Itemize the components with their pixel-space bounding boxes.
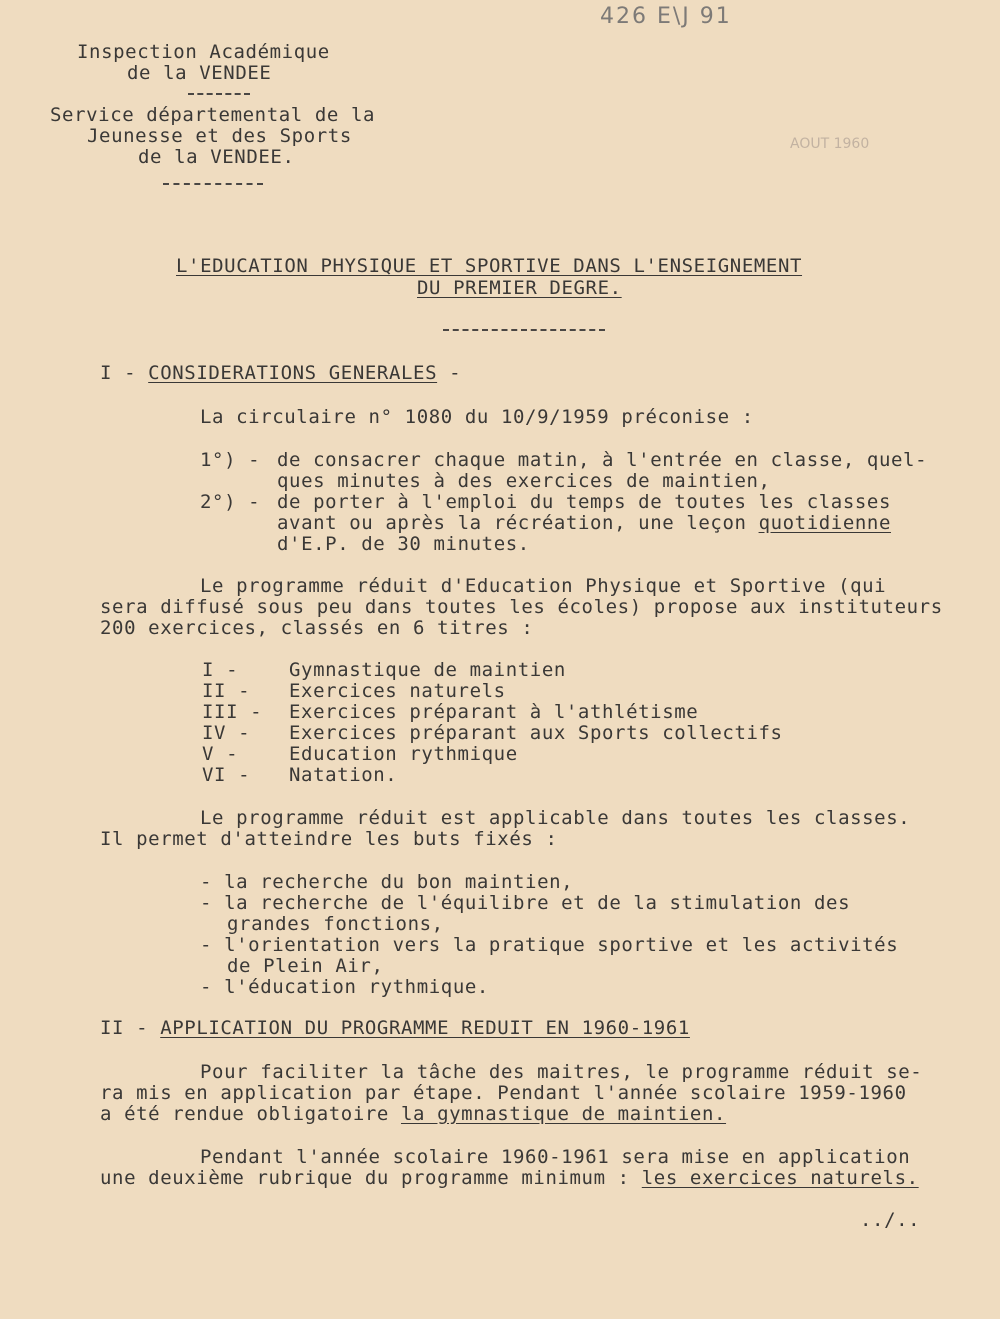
section-1-number: I - [100, 362, 137, 384]
section-2-para-1-line-1: Pour faciliter la tâche des maitres, le programme réduit se- [200, 1061, 923, 1083]
titre-6-number: VI - [202, 764, 251, 786]
but-1: - la recherche du bon maintien, [200, 871, 574, 893]
but-3-line-1: - l'orientation vers la pratique sportive et les activités [200, 934, 899, 956]
item-1-line-1: de consacrer chaque matin, à l'entrée en classe, quel- [277, 449, 928, 471]
item-2-underlined-word: quotidienne [758, 512, 891, 534]
titre-3-label: Exercices préparant à l'athlétisme [289, 701, 699, 723]
item-2-number: 2°) - [200, 491, 261, 513]
titre-2-label: Exercices naturels [289, 680, 506, 702]
section-2-para-2-line-1: Pendant l'année scolaire 1960-1961 sera mise en application [200, 1146, 911, 1168]
section-2-para-1-line-2: ra mis en application par étape. Pendant l'année scolaire 1959-1960 [100, 1082, 907, 1104]
continuation-mark: ../.. [860, 1209, 921, 1231]
titre-5-number: V - [202, 743, 239, 765]
title-divider [443, 329, 605, 331]
item-1-line-2: ques minutes à des exercices de maintien, [277, 470, 771, 492]
item-2-line-1: de porter à l'emploi du temps de toutes les classes [277, 491, 891, 513]
section-2-title: APPLICATION DU PROGRAMME REDUIT EN 1960-1961 [160, 1017, 690, 1039]
header-divider-2 [163, 183, 263, 185]
section-2-heading [100, 1018, 690, 1039]
section-2-para-2-line-2 [100, 1168, 919, 1189]
section-2-para-1-line-3 [100, 1104, 726, 1125]
but-4: - l'éducation rythmique. [200, 976, 489, 998]
section-1-title: CONSIDERATIONS GENERALES [148, 362, 438, 384]
section-2-number: II - [100, 1017, 149, 1039]
programme-para-line-2: sera diffusé sous peu dans toutes les écoles) propose aux instituteurs [100, 596, 943, 618]
circular-intro: La circulaire n° 1080 du 10/9/1959 préconise : [200, 406, 754, 428]
titre-1-label: Gymnastique de maintien [289, 659, 566, 681]
titre-1-number: I - [202, 659, 239, 681]
header-divider-1 [188, 93, 250, 95]
applicable-para-line-2: Il permet d'atteindre les buts fixés : [100, 828, 558, 850]
gymnastique-maintien-underlined: la gymnastique de maintien. [400, 1103, 727, 1125]
header-line-3: Service départemental de la [50, 104, 376, 126]
titre-2-number: II - [202, 680, 251, 702]
programme-para-line-1: Le programme réduit d'Education Physique et Sportive (qui [200, 575, 887, 597]
handwritten-reference: 426 E\J 91 [600, 4, 732, 29]
header-line-1: Inspection Académique [77, 41, 330, 63]
exercices-naturels-underlined: les exercices naturels. [641, 1167, 919, 1189]
but-2-line-2: grandes fonctions, [227, 913, 444, 935]
section-2-para-2-line-2-text: une deuxième rubrique du programme minimum : [100, 1167, 642, 1189]
but-2-line-1: - la recherche de l'équilibre et de la stimulation des [200, 892, 851, 914]
titre-3-number: III - [202, 701, 263, 723]
item-2-line-3: d'E.P. de 30 minutes. [277, 533, 530, 555]
header-line-2: de la VENDEE [127, 62, 272, 84]
header-line-5: de la VENDEE. [138, 146, 295, 168]
date-stamp: AOUT 1960 [790, 136, 870, 152]
but-3-line-2: de Plein Air, [227, 955, 384, 977]
document-title-line-2: DU PREMIER DEGRE. [417, 277, 622, 299]
section-2-para-1-line-3-text: a été rendue obligatoire [100, 1103, 401, 1125]
item-1-number: 1°) - [200, 449, 261, 471]
titre-6-label: Natation. [289, 764, 398, 786]
section-1-heading [100, 363, 461, 384]
applicable-para-line-1: Le programme réduit est applicable dans toutes les classes. [200, 807, 911, 829]
document-title-line-1: L'EDUCATION PHYSIQUE ET SPORTIVE DANS L'ENSEIGNEMENT [176, 255, 803, 277]
section-1-trail: - [449, 362, 462, 384]
item-2-line-2-text: avant ou après la récréation, une leçon [277, 512, 759, 534]
programme-para-line-3: 200 exercices, classés en 6 titres : [100, 617, 534, 639]
item-2-line-2 [277, 513, 891, 534]
titre-4-number: IV - [202, 722, 251, 744]
titre-4-label: Exercices préparant aux Sports collectifs [289, 722, 783, 744]
titre-5-label: Education rythmique [289, 743, 518, 765]
header-line-4: Jeunesse et des Sports [87, 125, 352, 147]
